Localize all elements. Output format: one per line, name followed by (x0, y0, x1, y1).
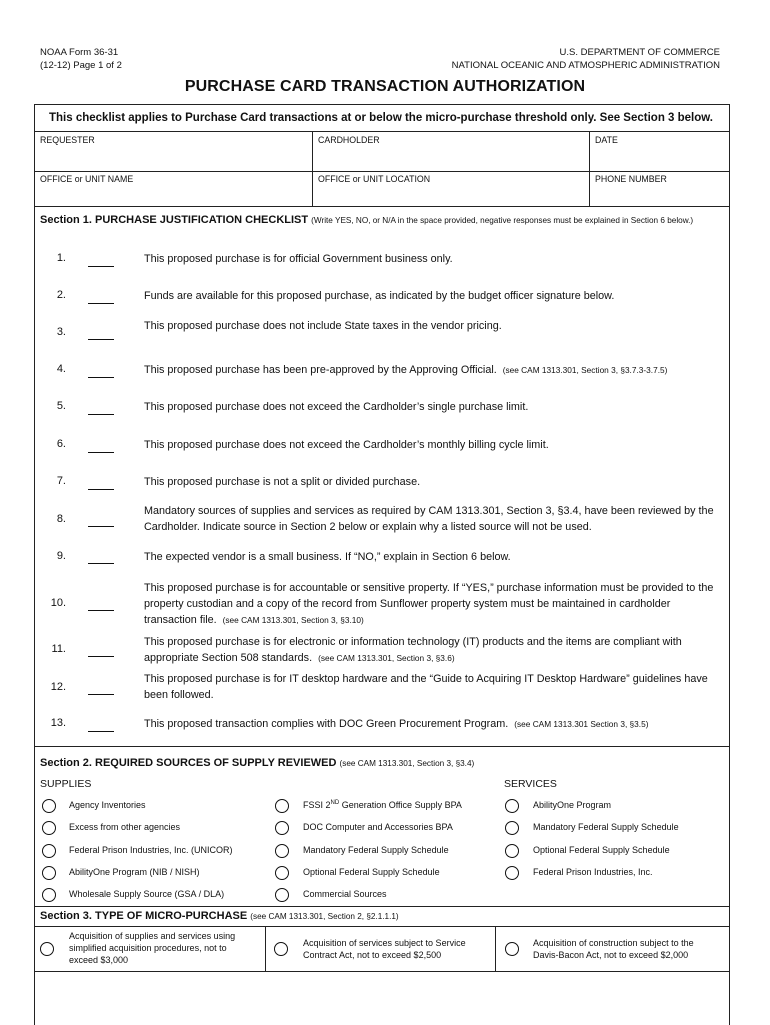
option-label: Acquisition of construction subject to the Davis-Bacon Act, not to exceed $2,000 (533, 938, 694, 960)
form-id: NOAA Form 36-31 (40, 47, 119, 58)
option-label: Agency Inventories (69, 800, 146, 810)
item-text (144, 671, 724, 703)
option-label: Federal Prison Industries, Inc. (UNICOR) (69, 845, 233, 855)
item-2-text: Funds are available for this proposed purchase, as indicated by the budget officer signature below. (144, 290, 615, 302)
item-number: 12. (50, 681, 66, 693)
phone-label: PHONE NUMBER (595, 174, 667, 184)
item-number: 2. (56, 289, 66, 301)
answer-blank-3[interactable] (88, 339, 114, 340)
item-5-text: This proposed purchase does not exceed the Cardholder’s single purchase limit. (144, 401, 529, 413)
date-label: DATE (595, 135, 618, 145)
answer-blank-1[interactable] (88, 266, 114, 267)
item-text (144, 474, 724, 490)
radio-abilityone-supplies[interactable] (42, 866, 56, 880)
item-number: 11. (51, 643, 66, 655)
item-9-text: The expected vendor is a small business. If “NO,” explain in Section 6 below. (144, 551, 511, 563)
option-label: Excess from other agencies (69, 822, 181, 832)
section2-note: (see CAM 1313.301, Section 3, §3.4) (339, 759, 475, 768)
office-location-field[interactable] (313, 185, 588, 205)
option-label: DOC Computer and Accessories BPA (303, 822, 453, 832)
form-revision: (12-12) Page 1 of 2 (40, 60, 122, 71)
option-label: Optional Federal Supply Schedule (303, 867, 440, 877)
radio-doc-computer-bpa[interactable] (275, 821, 289, 835)
item-number: 13. (50, 717, 66, 729)
item-number: 4. (56, 363, 66, 375)
section1-title (40, 214, 693, 226)
item-text (144, 362, 724, 378)
item-number: 8. (56, 513, 66, 525)
section2-title (40, 757, 474, 769)
item-13-text: This proposed transaction complies with DOC Green Procurement Program. (144, 718, 509, 730)
supplies-label: SUPPLIES (40, 778, 92, 790)
section3-note: (see CAM 1313.301, Section 2, §2.1.1.1) (250, 912, 399, 921)
answer-blank-12[interactable] (88, 694, 114, 695)
item-number: 1. (56, 252, 66, 264)
radio-micropurchase-3000[interactable] (40, 942, 54, 956)
option-label: Federal Prison Industries, Inc. (533, 867, 653, 877)
divider (265, 926, 266, 971)
office-location-label: OFFICE or UNIT LOCATION (318, 174, 431, 184)
divider (34, 906, 729, 907)
item-7-text: This proposed purchase is not a split or divided purchase. (144, 476, 421, 488)
requester-field[interactable] (35, 146, 311, 170)
radio-micropurchase-2000[interactable] (505, 942, 519, 956)
option-label: AbilityOne Program (NIB / NISH) (69, 867, 200, 877)
radio-fpi-services[interactable] (505, 866, 519, 880)
radio-mandatory-fss-supplies[interactable] (275, 844, 289, 858)
item-text (144, 437, 724, 453)
answer-blank-9[interactable] (88, 563, 114, 564)
option-label (303, 800, 462, 810)
divider (34, 971, 729, 972)
item-number: 5. (56, 400, 66, 412)
answer-blank-8[interactable] (88, 526, 114, 527)
item-number: 3. (56, 326, 66, 338)
radio-wholesale-supply[interactable] (42, 888, 56, 902)
cardholder-label: CARDHOLDER (318, 135, 380, 145)
phone-field[interactable] (590, 185, 727, 205)
item-text (144, 580, 724, 628)
item-8-text: Mandatory sources of supplies and services as required by CAM 1313.301, Section 3, §3.4, have been reviewed by the Cardholder. Indicate source in Section 2 below or explain why a listed source will not be used. (144, 505, 714, 533)
option-label: Mandatory Federal Supply Schedule (303, 845, 449, 855)
date-field[interactable] (590, 146, 727, 170)
intro-text: This checklist applies to Purchase Card transactions at or below the micro-purchase threshold only. See Section 3 below. (49, 112, 713, 124)
section1-note: (Write YES, NO, or N/A in the space provided, negative responses must be explained in Section 6 below.) (311, 216, 694, 225)
item-11-text: This proposed purchase is for electronic or information technology (IT) products and the items are compliant with appropriate Section 508 standards. (144, 636, 682, 664)
radio-agency-inventories[interactable] (42, 799, 56, 813)
section1-heading: Section 1. PURCHASE JUSTIFICATION CHECKLIST (40, 214, 309, 226)
answer-blank-11[interactable] (88, 656, 114, 657)
divider (34, 206, 729, 207)
option-label: Optional Federal Supply Schedule (533, 845, 670, 855)
item-4-text: This proposed purchase has been pre-approved by the Approving Official. (144, 364, 497, 376)
section3-heading: Section 3. TYPE OF MICRO-PURCHASE (40, 910, 248, 922)
divider (34, 746, 729, 747)
requester-label: REQUESTER (40, 135, 95, 145)
option-label: Mandatory Federal Supply Schedule (533, 822, 679, 832)
item-6-text: This proposed purchase does not exceed the Cardholder’s monthly billing cycle limit. (144, 439, 549, 451)
item-text (144, 318, 724, 334)
item-number: 7. (56, 475, 66, 487)
item-text (144, 251, 724, 267)
agency-name: NATIONAL OCEANIC AND ATMOSPHERIC ADMINISTRATION (451, 60, 720, 71)
option-label: AbilityOne Program (533, 800, 612, 810)
radio-abilityone-services[interactable] (505, 799, 519, 813)
item-text (144, 503, 724, 535)
answer-blank-6[interactable] (88, 452, 114, 453)
item-11-reference: (see CAM 1313.301, Section 3, §3.6) (318, 653, 455, 663)
answer-blank-10[interactable] (88, 610, 114, 611)
radio-optional-fss-supplies[interactable] (275, 866, 289, 880)
option-label: Acquisition of supplies and services using simplified acquisition procedures, not to exceed $3,000 (69, 931, 236, 965)
item-13-reference: (see CAM 1313.301 Section 3, §3.5) (514, 719, 649, 729)
fssi-suffix: Generation Office Supply BPA (339, 800, 462, 810)
option-label: Acquisition of services subject to Service Contract Act, not to exceed $2,500 (303, 938, 466, 960)
divider (34, 131, 729, 132)
item-text (144, 288, 724, 304)
office-name-label: OFFICE or UNIT NAME (40, 174, 134, 184)
radio-unicor[interactable] (42, 844, 56, 858)
section3-title (40, 910, 399, 922)
radio-micropurchase-2500[interactable] (274, 942, 288, 956)
item-text (144, 716, 724, 732)
item-10-text: This proposed purchase is for accountable or sensitive property. If “YES,” purchase information must be provided to the property custodian and a copy of the record from Sunflower property system must be maintained in cardholder transaction file. (144, 582, 714, 626)
item-number: 10. (50, 597, 66, 609)
office-name-field[interactable] (35, 185, 311, 205)
radio-fssi-bpa[interactable] (275, 799, 289, 813)
page-title: PURCHASE CARD TRANSACTION AUTHORIZATION (184, 78, 586, 95)
answer-blank-13[interactable] (88, 731, 114, 732)
item-text (144, 549, 724, 565)
item-text (144, 634, 724, 666)
fssi-prefix: FSSI 2 (303, 800, 331, 810)
radio-mandatory-fss-services[interactable] (505, 821, 519, 835)
item-number: 9. (56, 550, 66, 562)
item-12-text: This proposed purchase is for IT desktop hardware and the “Guide to Acquiring IT Desktop Hardware” guidelines have been followed. (144, 673, 708, 701)
item-4-reference: (see CAM 1313.301, Section 3, §3.7.3-3.7.5) (502, 365, 668, 375)
divider (34, 926, 729, 927)
answer-blank-2[interactable] (88, 303, 114, 304)
cardholder-field[interactable] (313, 146, 588, 170)
item-number: 6. (56, 438, 66, 450)
answer-blank-5[interactable] (88, 414, 114, 415)
section2-heading: Section 2. REQUIRED SOURCES OF SUPPLY REVIEWED (40, 757, 337, 769)
department-name: U.S. DEPARTMENT OF COMMERCE (559, 47, 720, 58)
answer-blank-7[interactable] (88, 489, 114, 490)
radio-commercial-sources[interactable] (275, 888, 289, 902)
option-label: Commercial Sources (303, 889, 387, 899)
answer-blank-4[interactable] (88, 377, 114, 378)
item-10-reference: (see CAM 1313.301, Section 3, §3.10) (222, 615, 364, 625)
option-label: Wholesale Supply Source (GSA / DLA) (69, 889, 225, 899)
divider (34, 171, 729, 172)
services-label: SERVICES (504, 778, 557, 790)
divider (495, 926, 496, 971)
item-3-text: This proposed purchase does not include State taxes in the vendor pricing. (144, 320, 502, 332)
radio-excess-other-agencies[interactable] (42, 821, 56, 835)
item-text (144, 399, 724, 415)
item-1-text: This proposed purchase is for official Government business only. (144, 253, 453, 265)
fssi-superscript: ND (330, 800, 340, 806)
radio-optional-fss-services[interactable] (505, 844, 519, 858)
